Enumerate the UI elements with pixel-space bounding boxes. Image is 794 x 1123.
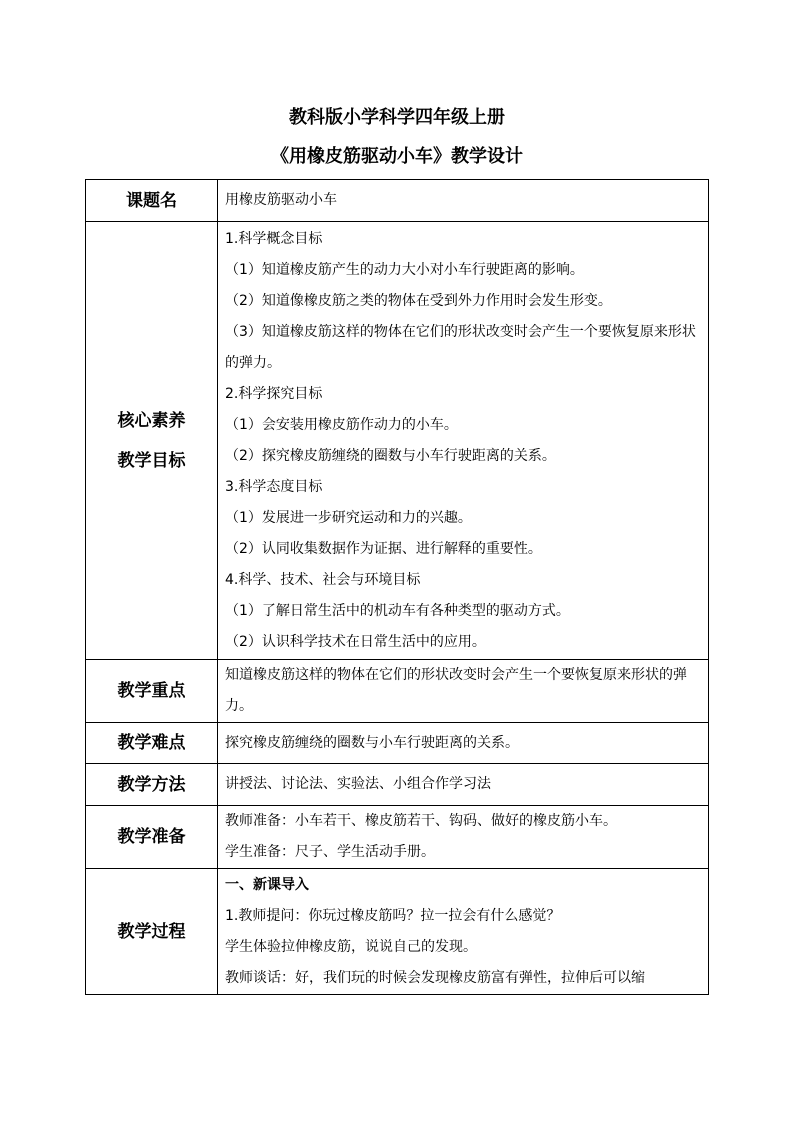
goal-2-item-1: （1）会安装用橡皮筋作动力的小车。: [225, 416, 458, 433]
goals-label-line2: 教学目标: [117, 450, 186, 471]
goal-1-item-1: （1）知道橡皮筋产生的动力大小对小车行驶距离的影响。: [225, 261, 584, 278]
process-line-1: 1.教师提问：你玩过橡皮筋吗？拉一拉会有什么感觉？: [225, 907, 561, 924]
goal-1-item-3: （3）知道橡皮筋这样的物体在它们的形状改变时会产生一个要恢复原来形状的弹力。: [225, 323, 696, 371]
table-row-method: [86, 764, 709, 806]
process-line-2: 学生体验拉伸橡皮筋，说说自己的发现。: [225, 938, 477, 955]
prep-student: 学生准备：尺子、学生活动手册。: [225, 844, 435, 860]
prep-label: 教学准备: [86, 806, 218, 869]
method-value: 讲授法、讨论法、实验法、小组合作学习法: [218, 764, 709, 806]
goals-label: [86, 222, 218, 660]
document-title: 教科版小学科学四年级上册: [289, 107, 505, 128]
table-row-process: [86, 869, 709, 995]
process-section-title: 一、新课导入: [225, 876, 309, 893]
goal-2-item-2: （2）探究橡皮筋缠绕的圈数与小车行驶距离的关系。: [225, 447, 556, 464]
difficulty-value: 探究橡皮筋缠绕的圈数与小车行驶距离的关系。: [218, 723, 709, 764]
difficulty-label: 教学难点: [86, 723, 218, 764]
prep-content: [218, 806, 709, 869]
method-label: 教学方法: [86, 764, 218, 806]
key-point-value: 知道橡皮筋这样的物体在它们的形状改变时会产生一个要恢复原来形状的弹力。: [218, 660, 709, 723]
goals-label-line1: 核心素养: [117, 410, 186, 431]
lesson-plan-table: [85, 179, 709, 995]
table-row-key-point: [86, 660, 709, 723]
goal-3-item-1: （1）发展进一步研究运动和力的兴趣。: [225, 509, 472, 526]
table-row-prep: [86, 806, 709, 869]
goal-3-item-2: （2）认同收集数据作为证据、进行解释的重要性。: [225, 540, 542, 557]
goal-1-item-2: （2）知道像橡皮筋之类的物体在受到外力作用时会发生形变。: [225, 292, 612, 309]
document-subtitle: 《用橡皮筋驱动小车》教学设计: [271, 146, 523, 167]
prep-teacher: 教师准备：小车若干、橡皮筋若干、钩码、做好的橡皮筋小车。: [225, 813, 617, 829]
table-row-difficulty: [86, 723, 709, 764]
process-label: 教学过程: [86, 869, 218, 995]
table-row-topic: [86, 180, 709, 222]
goals-content: [218, 222, 709, 660]
goal-4-item-1: （1）了解日常生活中的机动车有各种类型的驱动方式。: [225, 602, 570, 619]
goal-4-title: 4.科学、技术、社会与环境目标: [225, 571, 421, 588]
process-content: [218, 869, 709, 995]
goal-2-title: 2.科学探究目标: [225, 385, 323, 402]
topic-label: 课题名: [86, 180, 218, 222]
topic-value: 用橡皮筋驱动小车: [218, 180, 709, 222]
process-line-3: 教师谈话：好，我们玩的时候会发现橡皮筋富有弹性，拉伸后可以缩: [225, 969, 645, 986]
goal-4-item-2: （2）认识科学技术在日常生活中的应用。: [225, 633, 486, 650]
goal-1-title: 1.科学概念目标: [225, 230, 323, 247]
goal-3-title: 3.科学态度目标: [225, 478, 323, 495]
table-row-goals: [86, 222, 709, 660]
key-point-label: 教学重点: [86, 660, 218, 723]
